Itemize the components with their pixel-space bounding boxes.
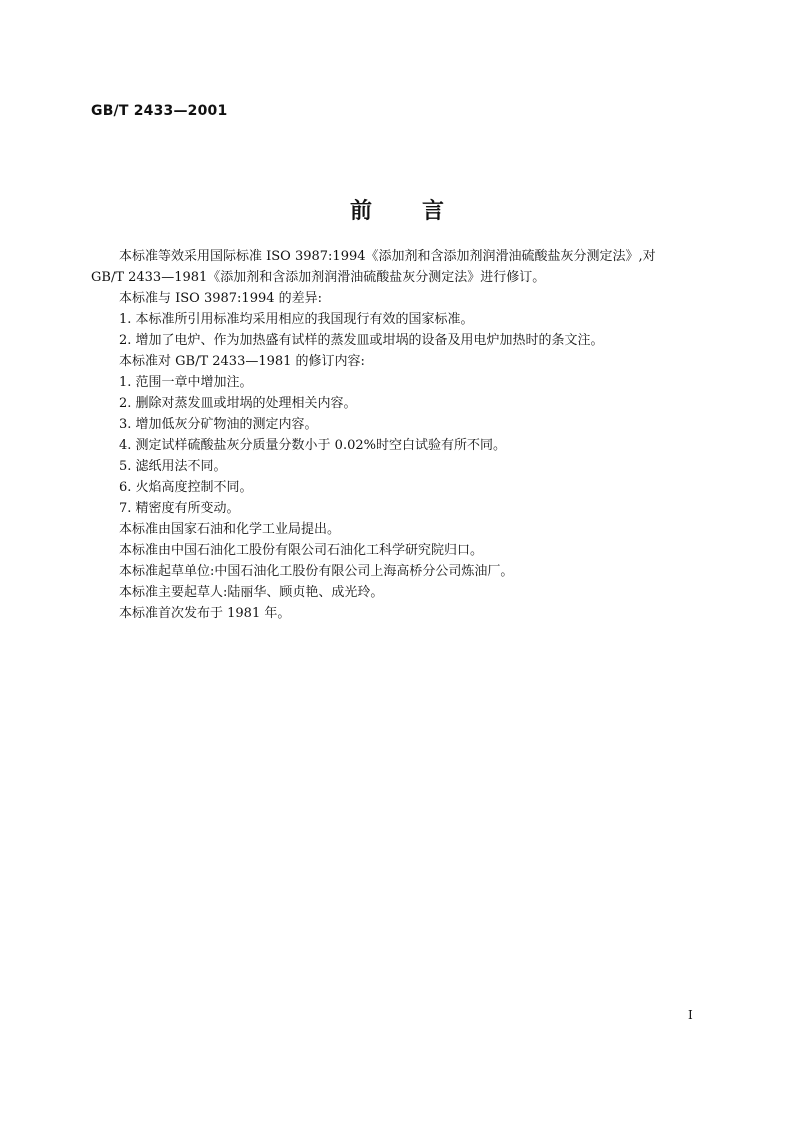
revision-item: 5. 滤纸用法不同。 [119, 459, 227, 474]
revision-item: 6. 火焰高度控制不同。 [119, 480, 253, 495]
differences-heading: 本标准与 ISO 3987:1994 的差异: [119, 291, 323, 306]
first-published-statement: 本标准首次发布于 1981 年。 [119, 606, 291, 621]
revisions-heading: 本标准对 GB/T 2433—1981 的修订内容: [119, 354, 365, 369]
managed-by-statement: 本标准由中国石油化工股份有限公司石油化工科学研究院归口。 [119, 543, 484, 558]
drafting-unit-statement: 本标准起草单位:中国石油化工股份有限公司上海高桥分公司炼油厂。 [119, 564, 514, 579]
revision-item: 2. 删除对蒸发皿或坩埚的处理相关内容。 [119, 396, 357, 411]
revision-item: 4. 测定试样硫酸盐灰分质量分数小于 0.02%时空白试验有所不同。 [119, 438, 506, 453]
page-title [0, 194, 794, 225]
drafters-statement: 本标准主要起草人:陆丽华、顾贞艳、成光玲。 [119, 585, 384, 600]
title-char-2: 言 [422, 199, 445, 224]
revision-item: 3. 增加低灰分矿物油的测定内容。 [119, 417, 318, 432]
proposed-by-statement: 本标准由国家石油和化学工业局提出。 [119, 522, 341, 537]
standard-code-header: GB/T 2433—2001 [91, 103, 228, 119]
page-number: I [688, 1008, 693, 1022]
title-char-1: 前 [349, 199, 372, 224]
difference-item: 1. 本标准所引用标准均采用相应的我国现行有效的国家标准。 [119, 312, 474, 327]
revision-item: 7. 精密度有所变动。 [119, 501, 240, 516]
revision-item: 1. 范围一章中增加注。 [119, 375, 253, 390]
foreword-body [91, 246, 711, 624]
intro-paragraph-line-1: 本标准等效采用国际标准 ISO 3987:1994《添加剂和含添加剂润滑油硫酸盐灰分测定法》,对 [119, 249, 656, 264]
intro-paragraph-line-2: GB/T 2433—1981《添加剂和含添加剂润滑油硫酸盐灰分测定法》进行修订。 [91, 270, 546, 285]
difference-item: 2. 增加了电炉、作为加热盛有试样的蒸发皿或坩埚的设备及用电炉加热时的条文注。 [119, 333, 604, 348]
